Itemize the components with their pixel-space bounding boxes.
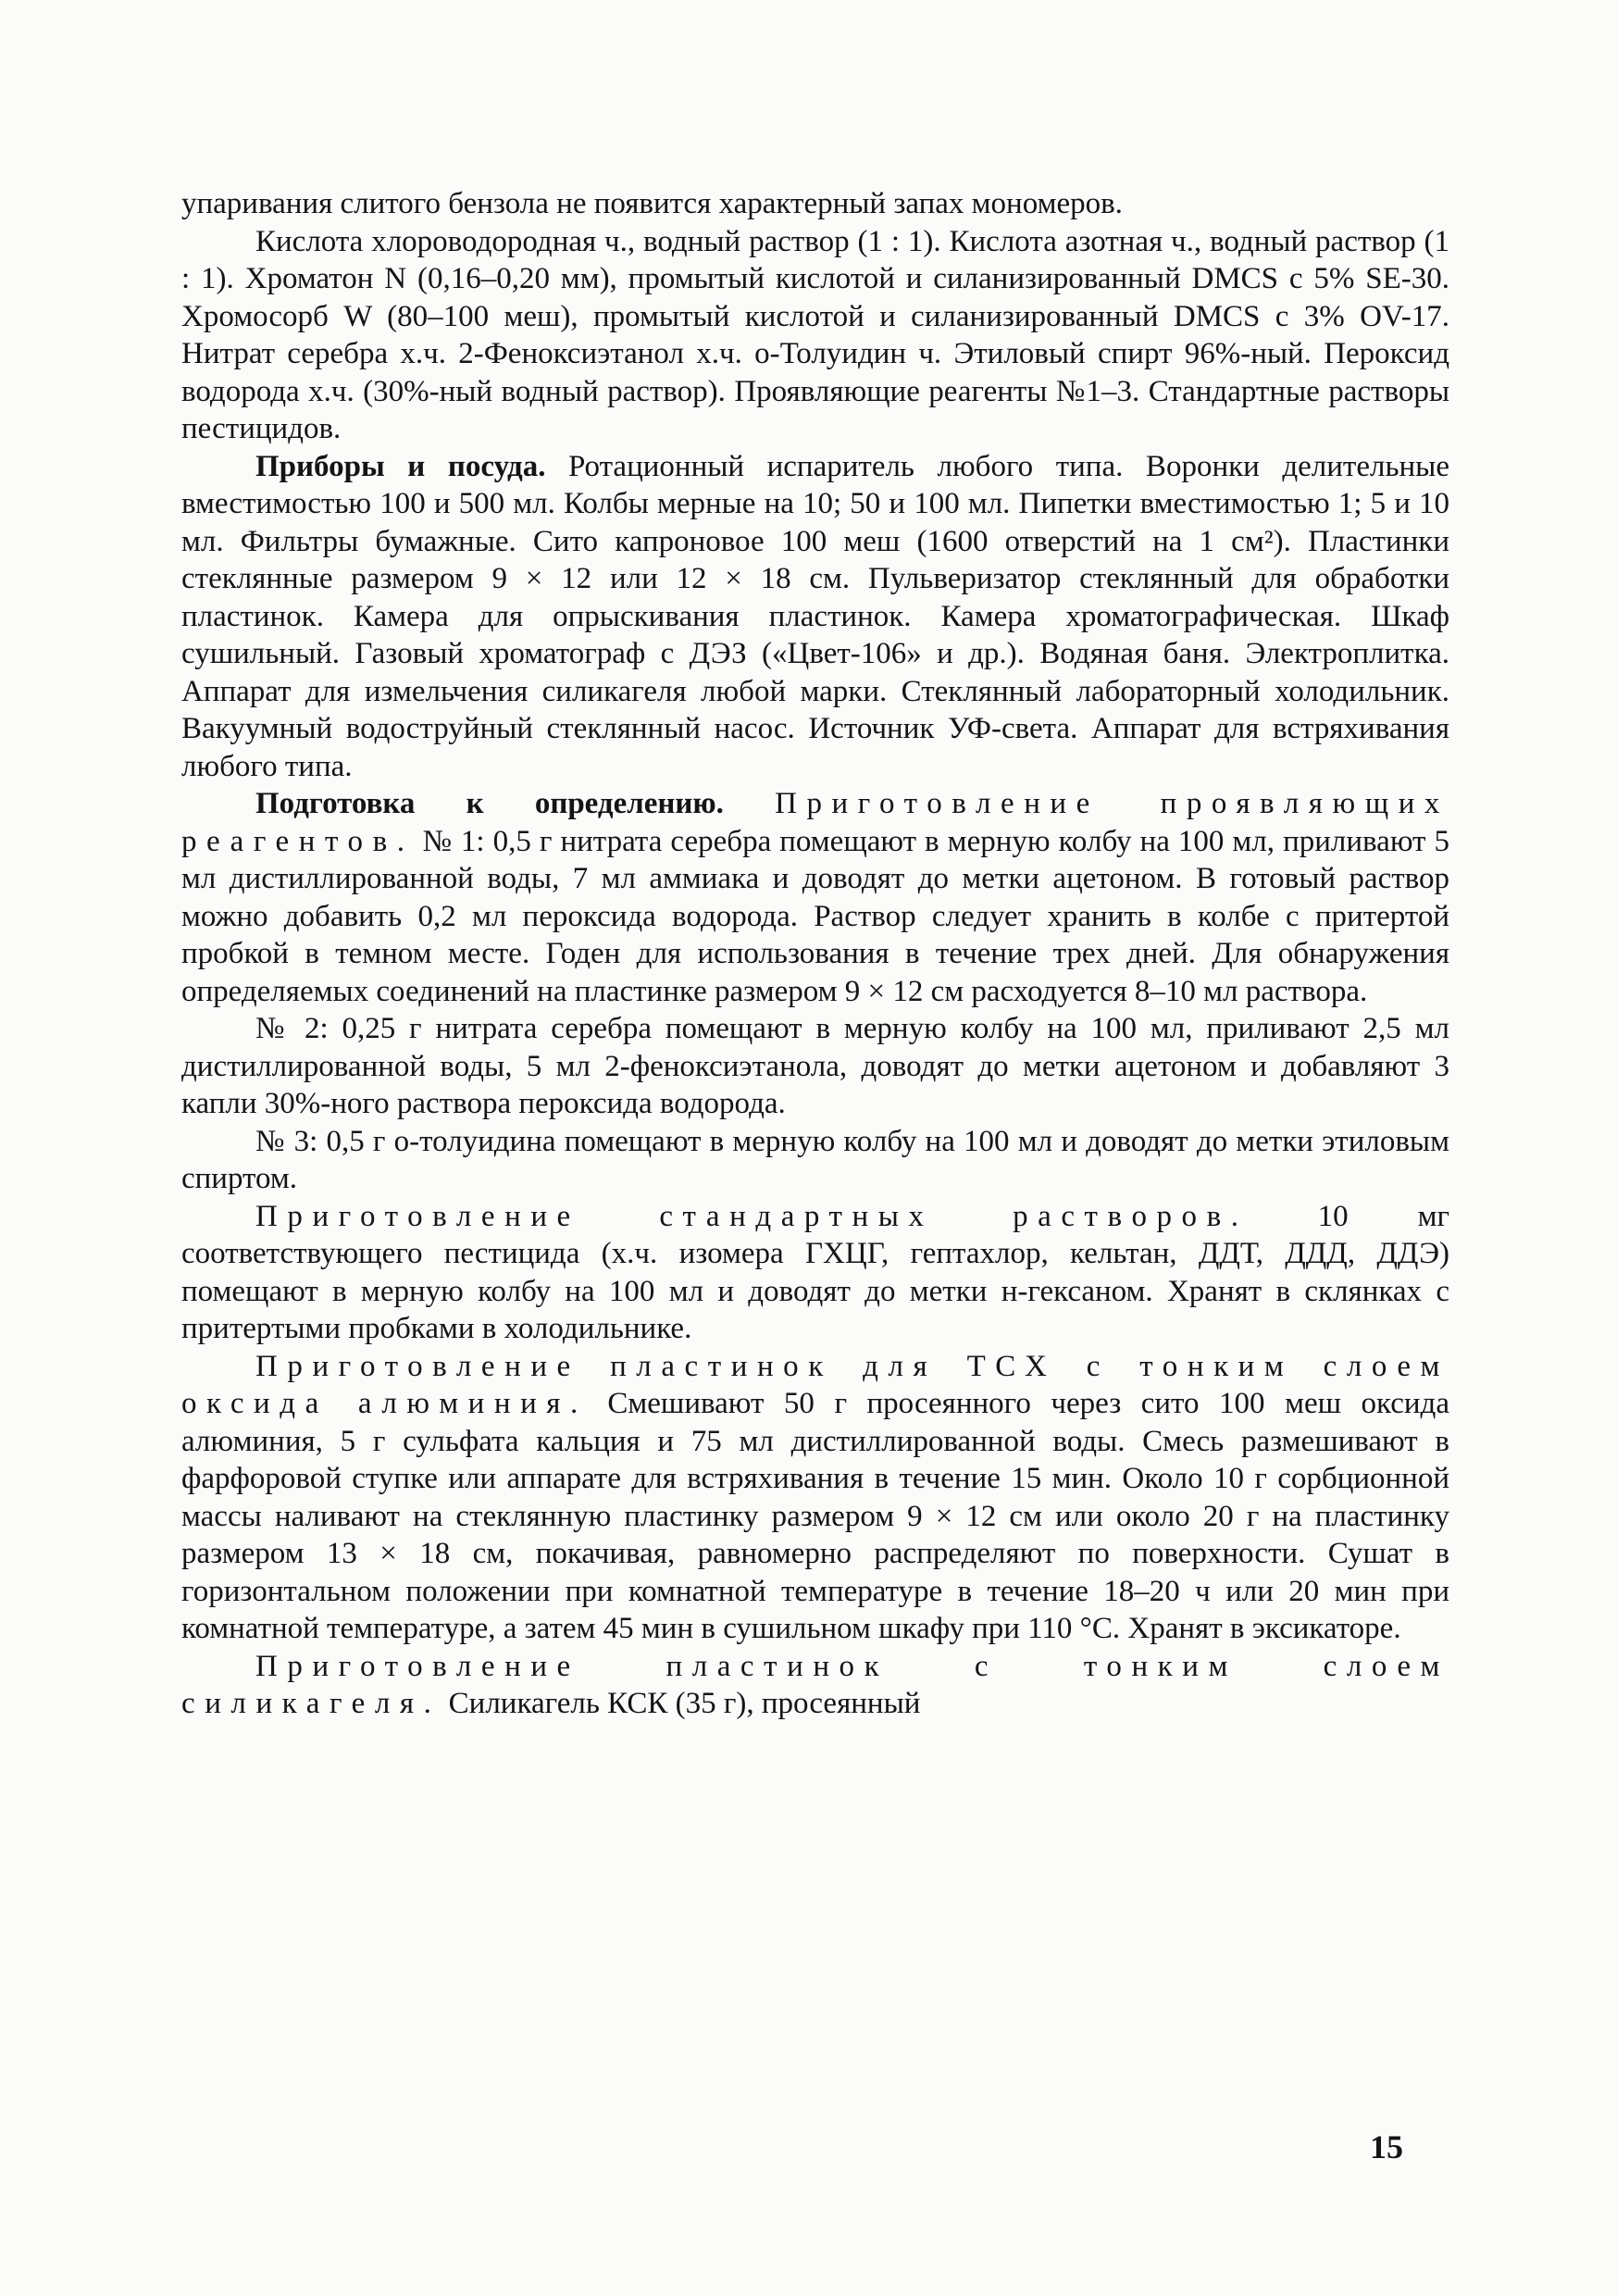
paragraph-reagent-3 — [181, 1123, 1449, 1198]
paragraph-preparation — [181, 785, 1449, 1010]
paragraph-text: упаривания слитого бензола не появится характерный запах мономеров. — [181, 187, 1123, 220]
paragraph-reagents-list — [181, 223, 1449, 448]
paragraph-text: № 3: 0,5 г о-толуидина помещают в мерную колбу на 100 мл и доводят до метки этиловым спиртом. — [181, 1124, 1449, 1195]
paragraph-reagent-2 — [181, 1010, 1449, 1123]
section-heading: Подготовка к определению. — [255, 787, 724, 820]
spaced-subheading: Приготовление стандартных растворов. — [255, 1199, 1249, 1233]
paragraph-text: Кислота хлороводородная ч., водный раствор (1 : 1). Кислота азотная ч., водный раствор (1 : 1). Хроматон N (0,16–0,20 мм), промытый кислотой и силанизированный DMCS с 5% SE-30. Хромосорб W (80–100 меш), промытый кислотой и силанизированный DMCS с 3% OV-17. Нитрат серебра х.ч. 2-Феноксиэтанол х.ч. о-Толуидин ч. Этиловый спирт 96%-ный. Пероксид водорода х.ч. (30%-ный водный раствор). Проявляющие реагенты №1–3. Стандартные растворы пестицидов. — [181, 224, 1449, 445]
paragraph-alumina-plates — [181, 1348, 1449, 1648]
spaced-subheading: Приготовление пластинок с тонким слоем силикагеля. — [181, 1649, 1449, 1720]
body-text — [181, 185, 1449, 1723]
paragraph-standard-solutions — [181, 1198, 1449, 1348]
paragraph-continuation — [181, 185, 1449, 223]
spaced-subheading: Приготовление проявляющих реагентов. — [181, 787, 1449, 858]
page-number: 15 — [1370, 2128, 1403, 2165]
paragraph-text: № 1: 0,5 г нитрата серебра помещают в мерную колбу на 100 мл, приливают 5 мл дистиллированной воды, 7 мл аммиака и доводят до метки ацетоном. В готовый раствор можно добавить 0,2 мл пероксида водорода. Раствор следует хранить в колбе с притертой пробкой в темном месте. Годен для использования в течение трех дней. Для обнаружения определяемых соединений на пластинке размером 9 × 12 см расходуется 8–10 мл раствора. — [181, 824, 1449, 1008]
paragraph-equipment — [181, 448, 1449, 786]
paragraph-text: Силикагель КСК (35 г), просеянный — [448, 1687, 921, 1720]
paragraph-text: 10 мг соответствующего пестицида (х.ч. изомера ГХЦГ, гептахлор, кельтан, ДДТ, ДДД, ДДЭ) помещают в мерную колбу на 100 мл и доводят до метки н-гексаном. Хранят в склянках с притертыми пробками в холодильнике. — [181, 1199, 1449, 1345]
paragraph-text: № 2: 0,25 г нитрата серебра помещают в мерную колбу на 100 мл, приливают 2,5 мл дистиллированной воды, 5 мл 2-феноксиэтанола, доводят до метки ацетоном и добавляют 3 капли 30%-ного раствора пероксида водорода. — [181, 1012, 1449, 1120]
paragraph-silica-plates — [181, 1648, 1449, 1723]
section-heading: Приборы и посуда. — [255, 449, 546, 483]
paragraph-text: Смешивают 50 г просеянного через сито 100 меш оксида алюминия, 5 г сульфата кальция и 75 мл дистиллированной воды. Смесь размешивают в фарфоровой ступке или аппарате для встряхивания в течение 15 мин. Около 10 г сорбционной массы наливают на стеклянную пластинку размером 9 × 12 см или около 20 г на пластинку размером 13 × 18 см, покачивая, равномерно распределяют по поверхности. Сушат в горизонтальном положении при комнатной температуре в течение 18–20 ч или 20 мин при комнатной температуре, а затем 45 мин в сушильном шкафу при 110 °С. Хранят в эксикаторе. — [181, 1387, 1449, 1645]
spaced-subheading: Приготовление пластинок для ТСХ с тонким слоем оксида алюминия. — [181, 1349, 1449, 1420]
paragraph-text: Ротационный испаритель любого типа. Воронки делительные вместимостью 100 и 500 мл. Колбы мерные на 10; 50 и 100 мл. Пипетки вместимостью 1; 5 и 10 мл. Фильтры бумажные. Сито капроновое 100 меш (1600 отверстий на 1 см²). Пластинки стеклянные размером 9 × 12 или 12 × 18 см. Пульверизатор стеклянный для обработки пластинок. Камера для опрыскивания пластинок. Камера хроматографическая. Шкаф сушильный. Газовый хроматограф с ДЭЗ («Цвет-106» и др.). Водяная баня. Электроплитка. Аппарат для измельчения силикагеля любой марки. Стеклянный лабораторный холодильник. Вакуумный водоструйный стеклянный насос. Источник УФ-света. Аппарат для встряхивания любого типа. — [181, 449, 1449, 783]
